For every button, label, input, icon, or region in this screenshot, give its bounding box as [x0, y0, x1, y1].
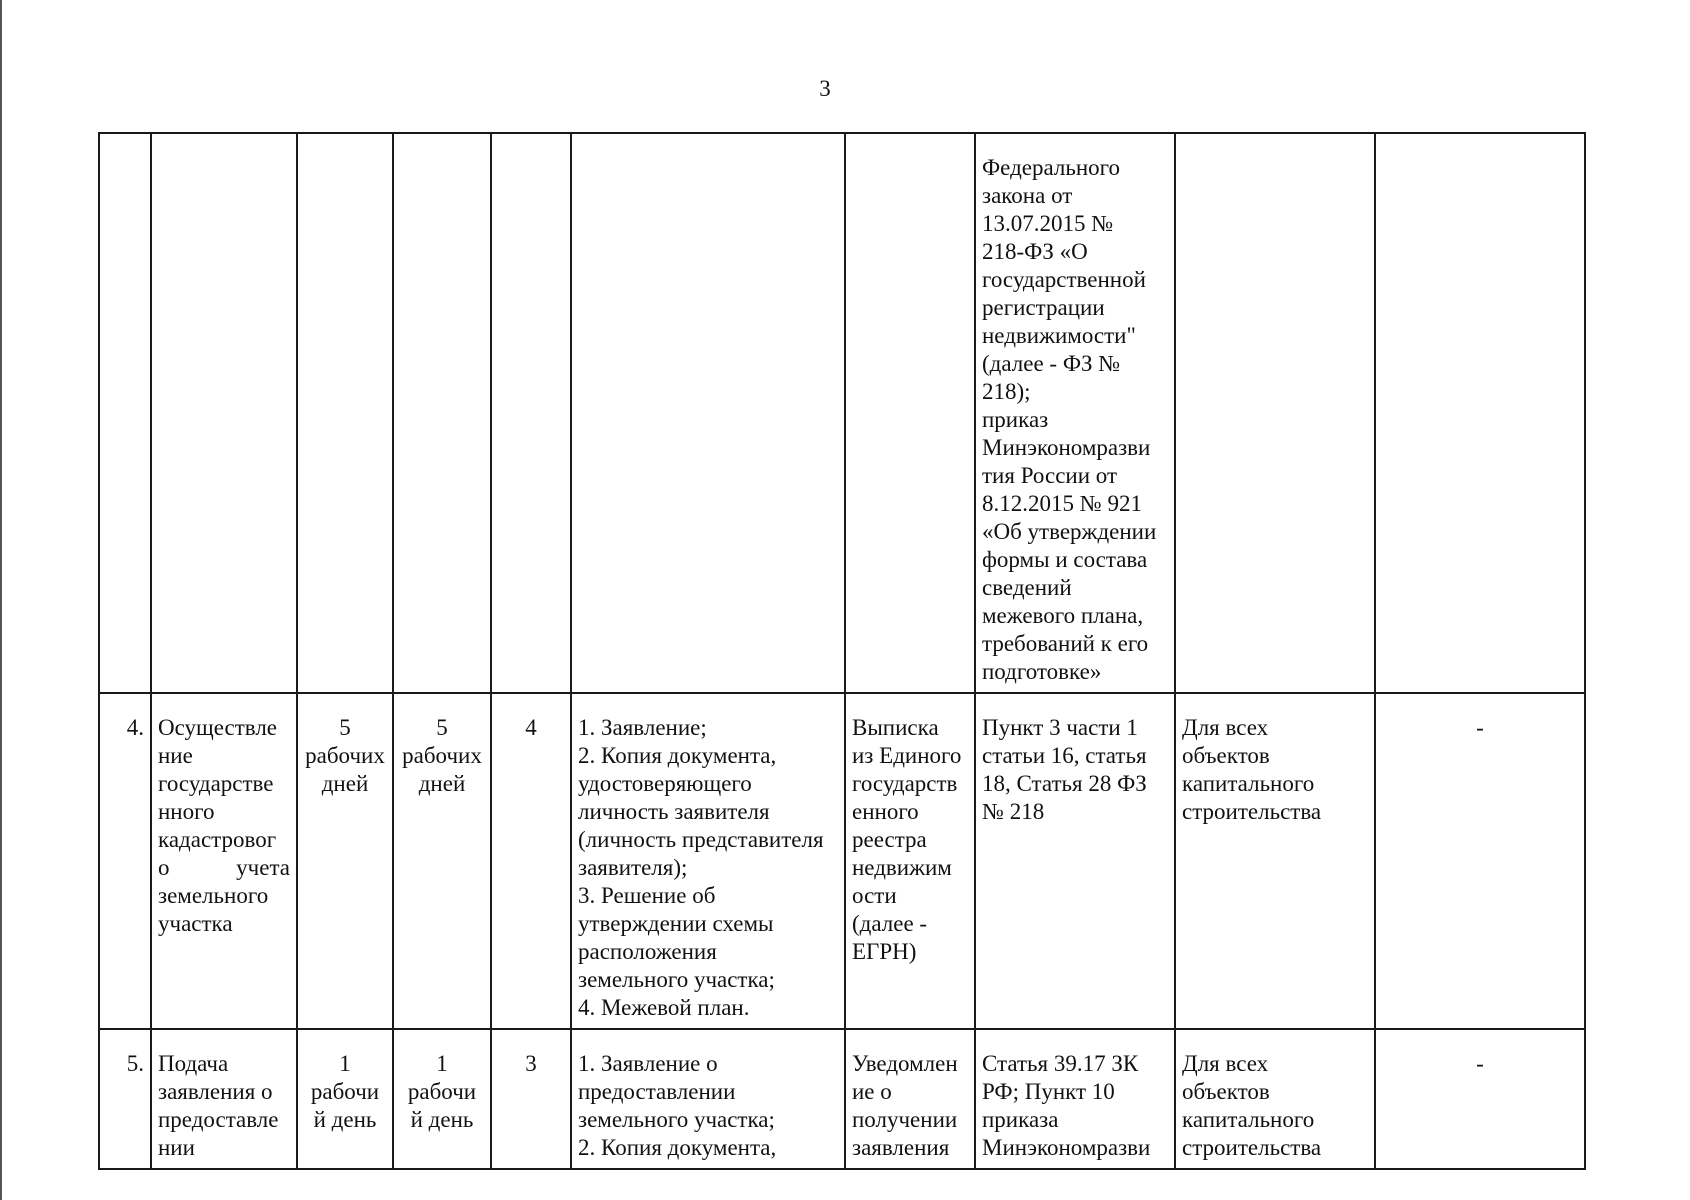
- legal-line: сведений: [982, 575, 1072, 600]
- legal-line: № 218: [982, 799, 1045, 824]
- procedure-line: предоставле: [158, 1107, 279, 1132]
- document-line: 1. Заявление о: [578, 1051, 718, 1076]
- cell-term-b: [393, 1029, 491, 1169]
- procedure-line: Осуществле: [158, 715, 278, 740]
- legal-line: тия России от: [982, 463, 1118, 488]
- page-number: 3: [819, 76, 831, 101]
- document-line: земельного участка;: [578, 1107, 775, 1132]
- legal-line: Минэкономразви: [982, 435, 1151, 460]
- legal-line: приказ: [982, 407, 1049, 432]
- result-line: ие о: [852, 1079, 892, 1104]
- legal-line: межевого плана,: [982, 603, 1144, 628]
- legal-line: Федерального: [982, 155, 1121, 180]
- page-left-edge: [0, 0, 2, 1200]
- cell-term-b: [393, 693, 491, 1029]
- document-line: личность заявителя: [578, 799, 770, 824]
- document-line: удостоверяющего: [578, 771, 752, 796]
- legal-line: Статья 39.17 ЗК: [982, 1051, 1139, 1076]
- document-line: земельного участка;: [578, 967, 775, 992]
- procedure-line: ние: [158, 743, 193, 768]
- result-line: государств: [852, 771, 958, 796]
- document-line: 2. Копия документа,: [578, 743, 777, 768]
- objects-line: объектов: [1182, 743, 1270, 768]
- table-row-continuation: [99, 133, 1585, 693]
- table-row: [99, 693, 1585, 1029]
- result-line: Уведомлен: [852, 1051, 958, 1076]
- procedure-line: о учета: [158, 855, 290, 880]
- procedure-line: участка: [158, 911, 233, 936]
- legal-line: РФ; Пункт 10: [982, 1079, 1115, 1104]
- term-line: 5: [339, 715, 351, 740]
- legal-line: статьи 16, статья: [982, 743, 1147, 768]
- document-line: 2. Копия документа,: [578, 1135, 777, 1160]
- legal-line: приказа: [982, 1107, 1059, 1132]
- cell-note: [1375, 133, 1585, 693]
- cell-term-a: [297, 693, 393, 1029]
- procedures-table: [98, 132, 1586, 1170]
- cell-result: [845, 133, 975, 693]
- legal-line: государственной: [982, 267, 1146, 292]
- cell-num: [99, 133, 151, 693]
- cell-objects: [1175, 133, 1375, 693]
- cell-procedure: [151, 1029, 297, 1169]
- term-line: й день: [410, 1107, 474, 1132]
- document-line: расположения: [578, 939, 717, 964]
- document-line: (личность представителя: [578, 827, 824, 852]
- result-line: заявления: [852, 1135, 950, 1160]
- objects-line: Для всех: [1182, 1051, 1269, 1076]
- cell-documents: [571, 693, 845, 1029]
- result-line: ЕГРН): [852, 939, 917, 964]
- result-line: ости: [852, 883, 897, 908]
- legal-line: «Об утверждении: [982, 519, 1157, 544]
- objects-line: капитального: [1182, 1107, 1315, 1132]
- term-line: рабочих: [402, 743, 482, 768]
- procedure-line: заявления о: [158, 1079, 273, 1104]
- legal-line: недвижимости": [982, 323, 1136, 348]
- procedure-line: нного: [158, 799, 215, 824]
- cell-count: 3: [491, 1029, 571, 1169]
- term-line: рабочи: [310, 1079, 380, 1104]
- legal-line: Пункт 3 части 1: [982, 715, 1138, 740]
- cell-objects: [1175, 1029, 1375, 1169]
- objects-line: строительства: [1182, 799, 1322, 824]
- legal-line: 218);: [982, 379, 1031, 404]
- procedure-line: государстве: [158, 771, 274, 796]
- objects-line: капитального: [1182, 771, 1315, 796]
- cell-objects: [1175, 693, 1375, 1029]
- procedure-line: Подача: [158, 1051, 229, 1076]
- legal-line: 13.07.2015 №: [982, 211, 1114, 236]
- legal-line: 18, Статья 28 ФЗ: [982, 771, 1147, 796]
- document-line: 4. Межевой план.: [578, 995, 750, 1020]
- legal-line: формы и состава: [982, 547, 1148, 572]
- result-line: получении: [852, 1107, 958, 1132]
- cell-term-b: [393, 133, 491, 693]
- objects-line: Для всех: [1182, 715, 1269, 740]
- procedure-line: кадастровог: [158, 827, 277, 852]
- document-line: 3. Решение об: [578, 883, 716, 908]
- cell-term-a: [297, 1029, 393, 1169]
- cell-legal: [975, 1029, 1175, 1169]
- result-line: реестра: [852, 827, 927, 852]
- cell-term-a: [297, 133, 393, 693]
- row-number: 4.: [99, 693, 151, 1029]
- result-line: из Единого: [852, 743, 962, 768]
- cell-count: [491, 133, 571, 693]
- result-line: (далее -: [852, 911, 928, 936]
- legal-line: требований к его: [982, 631, 1149, 656]
- legal-line: закона от: [982, 183, 1073, 208]
- term-line: 1: [436, 1051, 448, 1076]
- result-line: енного: [852, 799, 919, 824]
- document-line: предоставлении: [578, 1079, 736, 1104]
- cell-note: -: [1375, 1029, 1585, 1169]
- document-line: заявителя);: [578, 855, 688, 880]
- cell-note: -: [1375, 693, 1585, 1029]
- term-line: 5: [436, 715, 448, 740]
- cell-result: [845, 1029, 975, 1169]
- objects-line: объектов: [1182, 1079, 1270, 1104]
- document-line: 1. Заявление;: [578, 715, 707, 740]
- legal-line: 8.12.2015 № 921: [982, 491, 1142, 516]
- term-line: рабочих: [305, 743, 385, 768]
- legal-line: подготовке»: [982, 659, 1102, 684]
- term-line: дней: [418, 771, 466, 796]
- legal-line: Минэкономразви: [982, 1135, 1151, 1160]
- cell-legal: [975, 693, 1175, 1029]
- legal-line: 218-ФЗ «О: [982, 239, 1088, 264]
- term-line: й день: [313, 1107, 377, 1132]
- objects-line: строительства: [1182, 1135, 1322, 1160]
- document-line: утверждении схемы: [578, 911, 774, 936]
- table-row: [99, 1029, 1585, 1169]
- term-line: дней: [321, 771, 369, 796]
- term-line: рабочи: [407, 1079, 477, 1104]
- cell-procedure: [151, 133, 297, 693]
- cell-procedure: [151, 693, 297, 1029]
- cell-count: 4: [491, 693, 571, 1029]
- result-line: недвижим: [852, 855, 952, 880]
- cell-documents: [571, 1029, 845, 1169]
- cell-documents: [571, 133, 845, 693]
- legal-line: регистрации: [982, 295, 1105, 320]
- procedure-line: земельного: [158, 883, 269, 908]
- legal-line: (далее - ФЗ №: [982, 351, 1121, 376]
- procedure-line: нии: [158, 1135, 195, 1160]
- term-line: 1: [339, 1051, 351, 1076]
- cell-legal: [975, 133, 1175, 693]
- result-line: Выписка: [852, 715, 939, 740]
- cell-result: [845, 693, 975, 1029]
- row-number: 5.: [99, 1029, 151, 1169]
